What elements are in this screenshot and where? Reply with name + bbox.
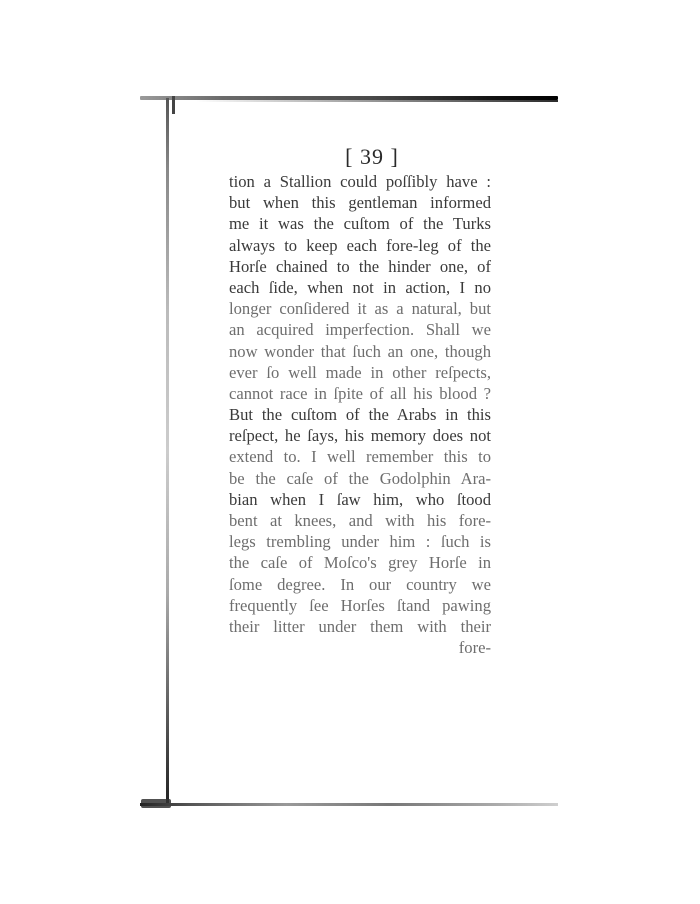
- text-line: cannot race in ſpite of all his blood ?: [229, 383, 491, 403]
- text-line: each ſide, when not in action, I no: [229, 277, 491, 297]
- text-line: always to keep each fore-leg of the: [229, 235, 491, 255]
- catchword: fore-: [458, 638, 491, 658]
- text-line: longer conſidered it as a natural, but: [229, 299, 491, 319]
- text-line: ever ſo well made in other reſpects,: [229, 362, 491, 382]
- text-line: Horſe chained to the hinder one, of: [229, 256, 491, 276]
- text-line: their litter under them with their: [229, 616, 491, 636]
- text-line: frequently ſee Horſes ſtand pawing: [229, 595, 491, 615]
- text-line: be the caſe of the Godolphin Ara-: [229, 468, 491, 488]
- page-number: [ 39 ]: [345, 144, 399, 169]
- body-text: [229, 171, 491, 658]
- text-line: But the cuſtom of the Arabs in this: [229, 405, 491, 425]
- text-line: bian when I ſaw him, who ſtood: [229, 489, 491, 509]
- text-line: me it was the cuſtom of the Turks: [229, 214, 491, 234]
- text-line: the caſe of Moſco's grey Horſe in: [229, 553, 491, 573]
- text-line: now wonder that ſuch an one, though: [229, 341, 491, 361]
- scan-top-edge-shadow: [196, 100, 558, 102]
- text-line: ſome degree. In our country we: [229, 574, 491, 594]
- text-line: but when this gentleman informed: [229, 193, 491, 213]
- text-line: legs trembling under him : ſuch is: [229, 532, 491, 552]
- scan-bottom-edge: [140, 803, 558, 806]
- text-line: an acquired imperfection. Shall we: [229, 320, 491, 340]
- scan-left-edge: [166, 98, 169, 806]
- scan-left-tick: [172, 96, 175, 114]
- text-line: reſpect, he ſays, his memory does not: [229, 426, 491, 446]
- text-line: bent at knees, and with his fore-: [229, 511, 491, 530]
- text-line: tion a Stallion could poſſibly have :: [229, 172, 491, 191]
- text-line: extend to. I well remember this to: [229, 447, 491, 467]
